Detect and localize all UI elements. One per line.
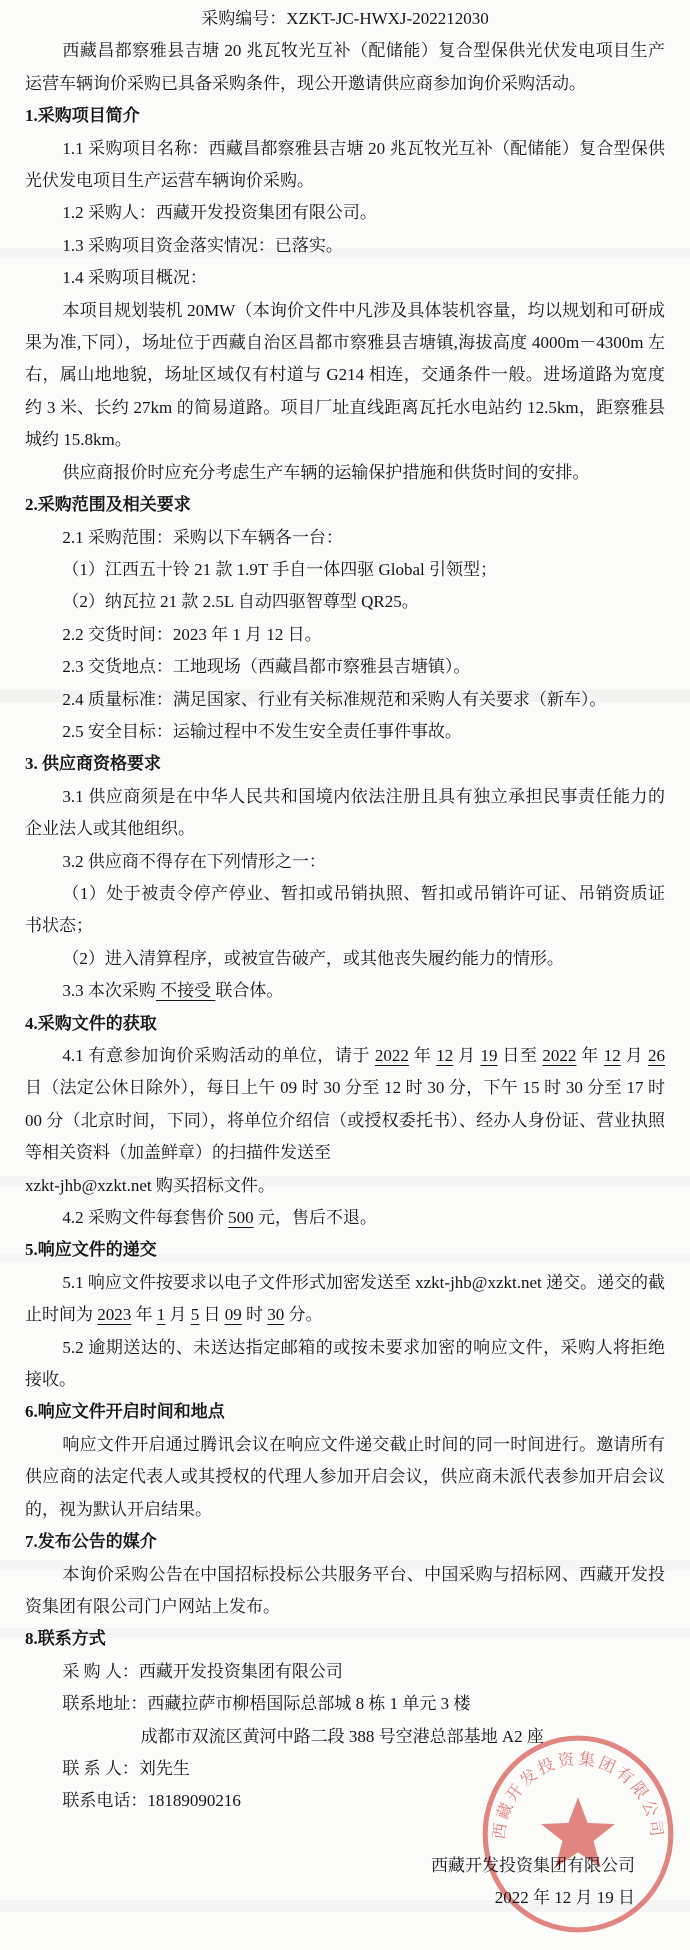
intro-paragraph: 西藏昌都察雅县吉塘 20 兆瓦牧光互补（配储能）复合型保供光伏发电项目生产运营车辆询价采购已具备采购条件，现公开邀请供应商参加询价采购活动。 — [25, 41, 665, 93]
paragraph: 5.1 响应文件按要求以电子文件形式加密发送至 xzkt-jhb@xzkt.net 递交。递交的截止时间为 2023 年 1 月 5 日 09 时 30 分。 — [25, 1272, 665, 1325]
paragraph: 2.2 交货时间：2023 年 1 月 12 日。 — [62, 624, 322, 644]
contact-address-2: 成都市双流区黄河中路二段 388 号空港总部基地 A2 座 — [140, 1726, 544, 1746]
section-heading: 4.采购文件的获取 — [25, 1013, 157, 1033]
paragraph: 1.1 采购项目名称：西藏昌都察雅县吉塘 20 兆瓦牧光互补（配储能）复合型保供光伏发电项目生产运营车辆询价采购。 — [25, 138, 665, 191]
paragraph: 供应商报价时应充分考虑生产车辆的运输保护措施和供货时间的安排。 — [62, 462, 590, 482]
paragraph: 2.5 安全目标：运输过程中不发生安全责任事件事故。 — [62, 721, 462, 741]
paragraph: 本项目规划装机 20MW（本询价文件中凡涉及具体装机容量，均以规划和可研成果为准,下同），场址位于西藏自治区昌都市察雅县吉塘镇,海拔高度 4000m－4300m 左右，属山地地貌，场址区域仅有村道与 G214 相连，交通条件一般。进场道路为宽度约 3 米、长约 27km 的简易道路。项目厂址直线距离瓦托水电站约 12.5km，距察雅县城约 15.8km。 — [25, 300, 665, 450]
star-icon — [541, 1797, 615, 1867]
paragraph: 响应文件开启通过腾讯会议在响应文件递交截止时间的同一时间进行。邀请所有供应商的法定代表人或其授权的代理人参加开启会议，供应商未派代表参加开启会议的，视为默认开启结果。 — [25, 1434, 665, 1519]
seal-company-text: 西藏开发投资集团有限公司 — [489, 1749, 667, 1841]
section-heading: 7.发布公告的媒介 — [25, 1532, 157, 1552]
procurement-number: 采购编号：XZKT-JC-HWXJ-202212030 — [201, 9, 489, 28]
paragraph: 3.2 供应商不得存在下列情形之一： — [62, 851, 326, 871]
section-heading: 8.联系方式 — [25, 1629, 106, 1649]
contact-purchaser: 采 购 人：西藏开发投资集团有限公司 — [62, 1661, 343, 1681]
issue-date: 2022 年 12 月 19 日 — [494, 1888, 635, 1908]
paragraph: 3.3 本次采购 不接受 联合体。 — [62, 981, 284, 1001]
paragraph: 5.2 逾期送达的、未送达指定邮箱的或按未要求加密的响应文件，采购人将拒绝接收。 — [25, 1337, 665, 1390]
section-heading: 1.采购项目简介 — [25, 106, 140, 126]
document-body — [25, 35, 665, 1817]
paragraph: 本询价采购公告在中国招标投标公共服务平台、中国采购与招标网、西藏开发投资集团有限公司门户网站上发布。 — [25, 1564, 665, 1616]
paragraph: 1.3 采购项目资金落实情况：已落实。 — [62, 235, 343, 255]
paragraph: 1.2 采购人：西藏开发投资集团有限公司。 — [62, 203, 377, 223]
contact-phone: 联系电话：18189090216 — [62, 1791, 241, 1811]
paragraph: 2.1 采购范围：采购以下车辆各一台： — [62, 527, 343, 547]
paragraph: 3.1 供应商须是在中华人民共和国境内依法注册且具有独立承担民事责任能力的企业法人或其他组织。 — [25, 786, 665, 839]
paragraph: （1）江西五十铃 21 款 1.9T 手自一体四驱 Global 引领型； — [62, 559, 497, 579]
paragraph: 2.4 质量标准：满足国家、行业有关标准规范和采购人有关要求（新车）。 — [62, 689, 607, 709]
paragraph: （2）进入清算程序，或被宣告破产，或其他丧失履约能力的情形。 — [62, 948, 564, 968]
paragraph: 2.3 交货地点：工地现场（西藏昌都市察雅县吉塘镇）。 — [62, 657, 471, 677]
issuer-company: 西藏开发投资集团有限公司 — [431, 1855, 635, 1875]
section-heading: 6.响应文件开启时间和地点 — [25, 1402, 225, 1422]
paragraph: 4.2 采购文件每套售价 500 元，售后不退。 — [62, 1208, 377, 1228]
paragraph: （2）纳瓦拉 21 款 2.5L 自动四驱智尊型 QR25。 — [62, 592, 419, 612]
section-heading: 2.采购范围及相关要求 — [25, 495, 191, 515]
paragraph: 4.1 有意参加询价采购活动的单位，请于 2022 年 12 月 19 日至 2022 年 12 月 26 日（法定公休日除外），每日上午 09 时 30 分至 12 时 30 分，下午 15 时 30 分至 17 时 00 分（北京时间，下同），将单位介绍信（或授权委托书）、经办人身份证、营业执照等相关资料（加盖鲜章）的扫描件发送至 xzkt-jhb@xzkt.net 购买招标文件。 — [25, 1046, 666, 1195]
contact-person: 联 系 人：刘先生 — [62, 1758, 190, 1778]
paragraph: 1.4 采购项目概况： — [62, 268, 207, 288]
section-heading: 3. 供应商资格要求 — [25, 754, 161, 774]
section-heading: 5.响应文件的递交 — [25, 1240, 157, 1260]
contact-address-1: 联系地址：西藏拉萨市柳梧国际总部城 8 栋 1 单元 3 楼 — [62, 1694, 471, 1714]
official-seal-stamp — [476, 1732, 680, 1936]
paragraph: （1）处于被责令停产停业、暂扣或吊销执照、暂扣或吊销许可证、吊销资质证书状态； — [25, 883, 665, 936]
